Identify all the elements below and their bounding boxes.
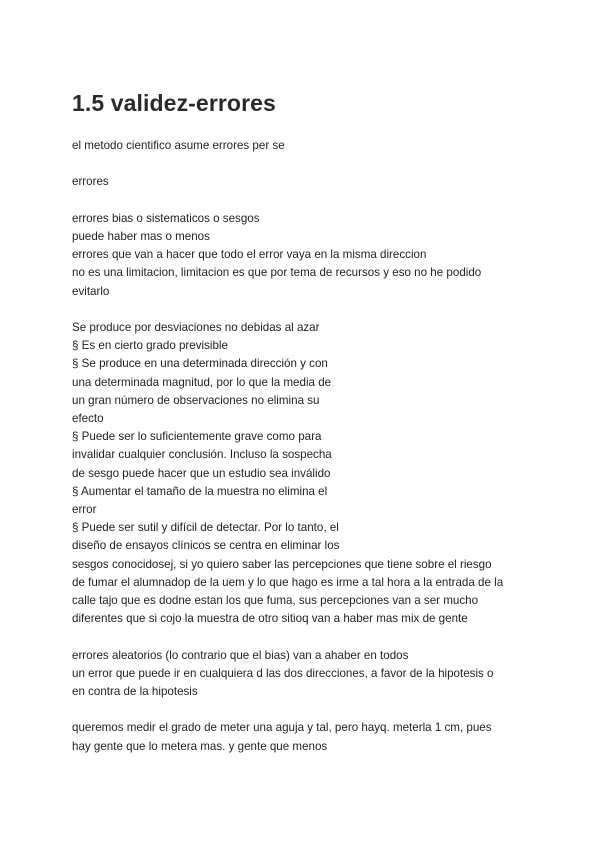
paragraph [72, 210, 542, 301]
paragraph [72, 719, 542, 755]
paragraph [72, 173, 542, 191]
text-line: un gran número de observaciones no elimina su [72, 393, 320, 407]
text-line: § Puede ser sutil y difícil de detectar. Por lo tanto, el [72, 521, 339, 535]
text-line: diferentes que si cojo la muestra de otro sitioq van a haber mas mix de gente [72, 612, 468, 626]
text-line: Se produce por desviaciones no debidas al azar [72, 320, 320, 334]
text-line: puede haber mas o menos [72, 229, 210, 243]
text-line: errores bias o sistematicos o sesgos [72, 211, 260, 225]
text-line: calle tajo que es dodne estan los que fuma, sus percepciones van a ser mucho [72, 594, 479, 608]
text-line: una determinada magnitud, por lo que la media de [72, 375, 332, 389]
note-body [72, 137, 542, 756]
paragraph-spacer [72, 155, 542, 173]
text-line: efecto [72, 412, 104, 425]
text-line: errores aleatorios (lo contrario que el bias) van a ahaber en todos [72, 648, 409, 662]
text-line: de fumar el alumnadop de la uem y lo que hago es irme a tal hora a la entrada de la [72, 575, 504, 589]
text-line: en contra de la hipotesis [72, 685, 198, 699]
text-line: error [72, 503, 97, 517]
text-line: evitarlo [72, 284, 110, 298]
text-line: diseño de ensayos clínicos se centra en eliminar los [72, 539, 340, 553]
paragraph [72, 319, 542, 628]
paragraph-spacer [72, 301, 542, 319]
text-line: invalidar cualquier conclusión. Incluso la sospecha [72, 448, 332, 462]
paragraph-spacer [72, 192, 542, 210]
paragraph-spacer [72, 628, 542, 646]
text-line: § Puede ser lo suficientemente grave como para [72, 430, 322, 444]
text-line: un error que puede ir en cualquiera d las dos direcciones, a favor de la hipotesis o [72, 666, 494, 680]
text-line: el metodo cientifico asume errores per se [72, 139, 285, 152]
text-line: § Aumentar el tamaño de la muestra no elimina el [72, 484, 328, 498]
text-line: errores [72, 175, 109, 189]
page-title: 1.5 validez-errores [72, 90, 276, 116]
paragraph [72, 137, 542, 155]
text-line: hay gente que lo metera mas. y gente que menos [72, 739, 328, 753]
text-line: queremos medir el grado de meter una aguja y tal, pero hayq. meterla 1 cm, pues [72, 721, 492, 735]
text-line: de sesgo puede hacer que un estudio sea inválido [72, 466, 331, 480]
text-line: errores que van a hacer que todo el error vaya en la misma direccion [72, 248, 427, 262]
paragraph-spacer [72, 701, 542, 719]
text-line: sesgos conocidosej, si yo quiero saber las percepciones que tiene sobre el riesgo [72, 557, 492, 571]
paragraph [72, 647, 542, 702]
text-line: § Se produce en una determinada dirección y con [72, 357, 328, 371]
text-line: § Es en cierto grado previsible [72, 339, 228, 353]
text-line: no es una limitacion, limitacion es que por tema de recursos y eso no he podido [72, 266, 482, 280]
